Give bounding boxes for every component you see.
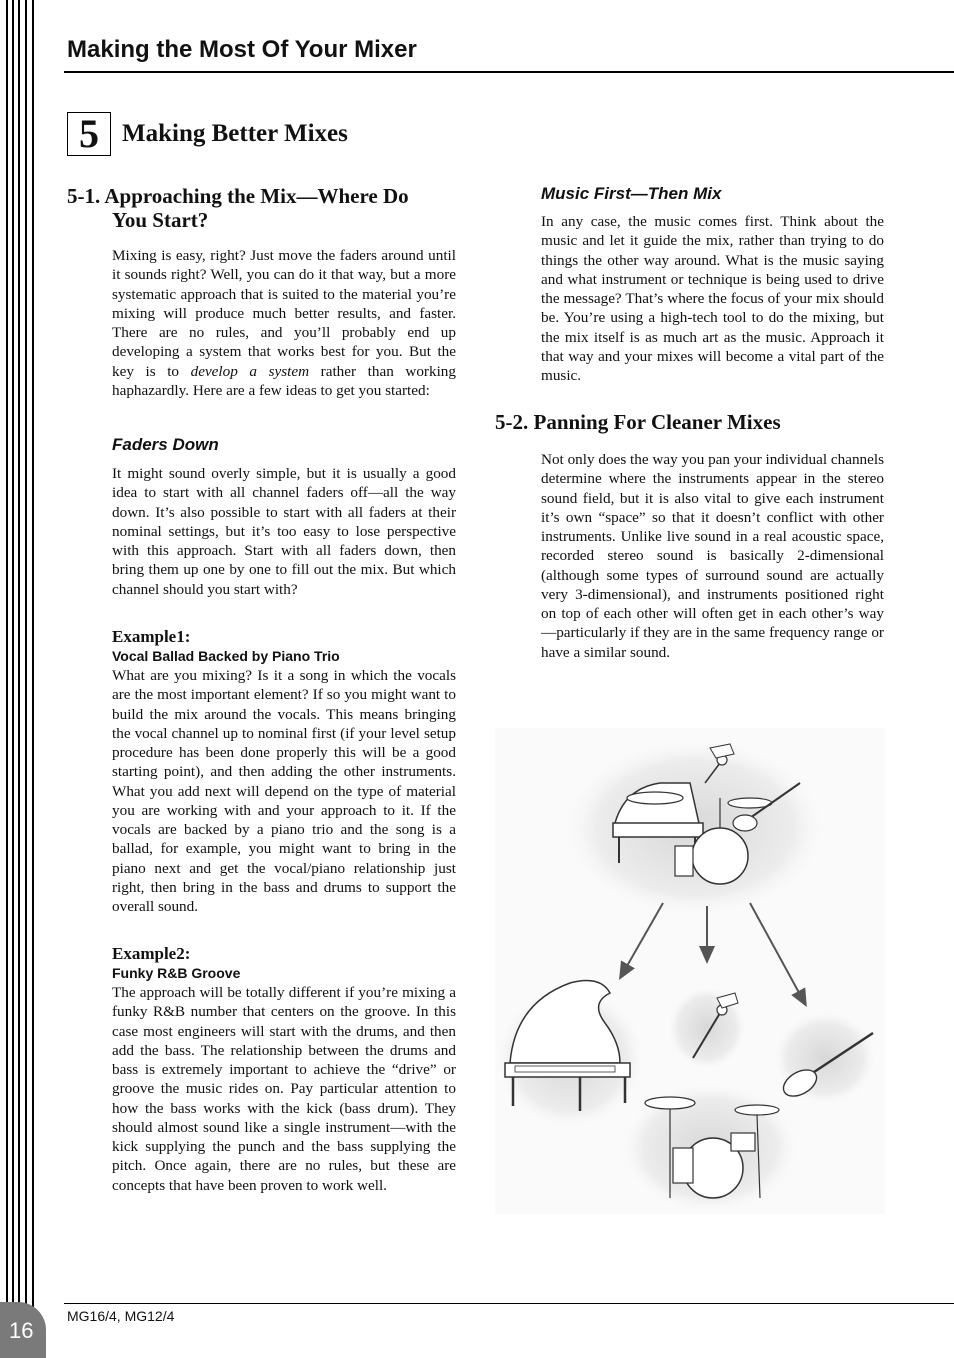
- page-number: 16: [9, 1318, 34, 1343]
- intro-text-a: Mixing is easy, right? Just move the faders around until it sounds right? Well, you can do it that way, but a more systematic approach that is suited to the material you’re mixing will produce much better results, and faster. There are no rules, and you’ll probably end up developing a system that works best for you. But the key is to: [112, 247, 456, 380]
- heading-5-1-line2: You Start?: [112, 208, 209, 232]
- faders-down-title: Faders Down: [112, 435, 219, 454]
- instruments-illustration: [495, 728, 885, 1214]
- binding-line: [12, 0, 14, 1310]
- binding-line: [32, 0, 34, 1310]
- example1-subtitle: Vocal Ballad Backed by Piano Trio: [112, 648, 340, 664]
- intro-emphasis: develop a system: [190, 362, 310, 380]
- binding-line: [18, 0, 20, 1310]
- example1-title: Example1:: [112, 627, 191, 646]
- heading-5-2-number: 5-2.: [495, 410, 529, 434]
- heading-5-2: [495, 410, 895, 434]
- music-first-text: In any case, the music comes first. Think about the music and let it guide the mix, rather than trying to do things the other way around. What is the music saying and what instrument or technique is being used to drive the message? That’s where the focus of your mix should be. You’re using a high-tech tool to do the mixing, but the mix itself is as much art as the music. Approach it that way and your mixes will become a vital part of the music.: [541, 213, 884, 384]
- drum-kit-drawing: [615, 1078, 805, 1214]
- example1-text: What are you mixing? Is it a song in which the vocals are the most important element? If so you might want to build the mix around the vocals. This means bringing the vocal channel up to nominal first (if your level setup procedure has been done properly this will be a good starting point), and then adding the other instruments. What you add next will depend on the type of material you are working with and your approach to it. If the vocals are backed by a piano trio and the song is a ballad, for example, you might want to bring in the piano next and get the vocal/piano relationship just right, then bring in the bass and drums to support the overall sound.: [112, 667, 456, 915]
- heading-5-2-title: Panning For Cleaner Mixes: [533, 410, 781, 434]
- heading-5-1: [67, 184, 467, 232]
- music-first-title: Music First—Then Mix: [541, 184, 722, 203]
- example2-text: The approach will be totally different if you’re mixing a funky R&B number that centers on the groove. In this case most engineers will start with the drums, and then add the bass. The relationship between the drums and bass is extremely important to achieve the “drive” or groove the music rides on. Pay particular attention to how the bass works with the kick (bass drum). They should almost sound like a single instrument—with the kick supplying the punch and the bass supplying the pitch. Once again, there are no rules, but these are concepts that have been proven to work well.: [112, 984, 456, 1194]
- band-group-drawing: [555, 733, 835, 923]
- page-header-title: Making the Most Of Your Mixer: [67, 36, 417, 63]
- example2-subtitle: Funky R&B Groove: [112, 965, 241, 981]
- example2-title: Example2:: [112, 944, 191, 963]
- footer-model: MG16/4, MG12/4: [67, 1308, 175, 1324]
- faders-down-text: It might sound overly simple, but it is usually a good idea to start with all channel faders off—all the way down. It’s also possible to start with all faders at their nominal settings, but it’s too easy to lose perspective with this approach. Start with all faders down, then bring them up one by one to fill out the mix. But which channel should you start with?: [112, 465, 456, 598]
- footer-rule: [64, 1303, 954, 1304]
- vocal-mic-drawing: [665, 983, 749, 1073]
- binding-line: [25, 0, 27, 1310]
- header-rule: [64, 71, 954, 73]
- example1-block: [112, 626, 456, 916]
- section-number: 5: [67, 112, 111, 156]
- intro-text-b: rather than working haphazardly. Here are a few ideas to get you started:: [112, 362, 456, 399]
- section-title: Making Better Mixes: [122, 120, 348, 147]
- heading-5-1-number: 5-1.: [67, 184, 101, 208]
- intro-paragraph: [112, 246, 456, 400]
- heading-5-1-line1: Approaching the Mix—Where Do: [104, 184, 409, 208]
- binding-line: [6, 0, 8, 1310]
- example2-block: [112, 943, 456, 1195]
- panning-text: Not only does the way you pan your individual channels determine where the instruments appear in the stereo sound field, but it is also vital to give each instrument it’s own “space” so that it doesn’t conflict with other instruments. Unlike live sound in a real acoustic space, recorded stereo sound is basically 2-dimensional (although some types of surround sound are actually very 3-dimensional), and instruments positioned right on top of each other will often get in each other’s way—particularly if they are in the same frequency range or have a similar sound.: [541, 451, 884, 661]
- bass-guitar-drawing: [770, 1008, 880, 1108]
